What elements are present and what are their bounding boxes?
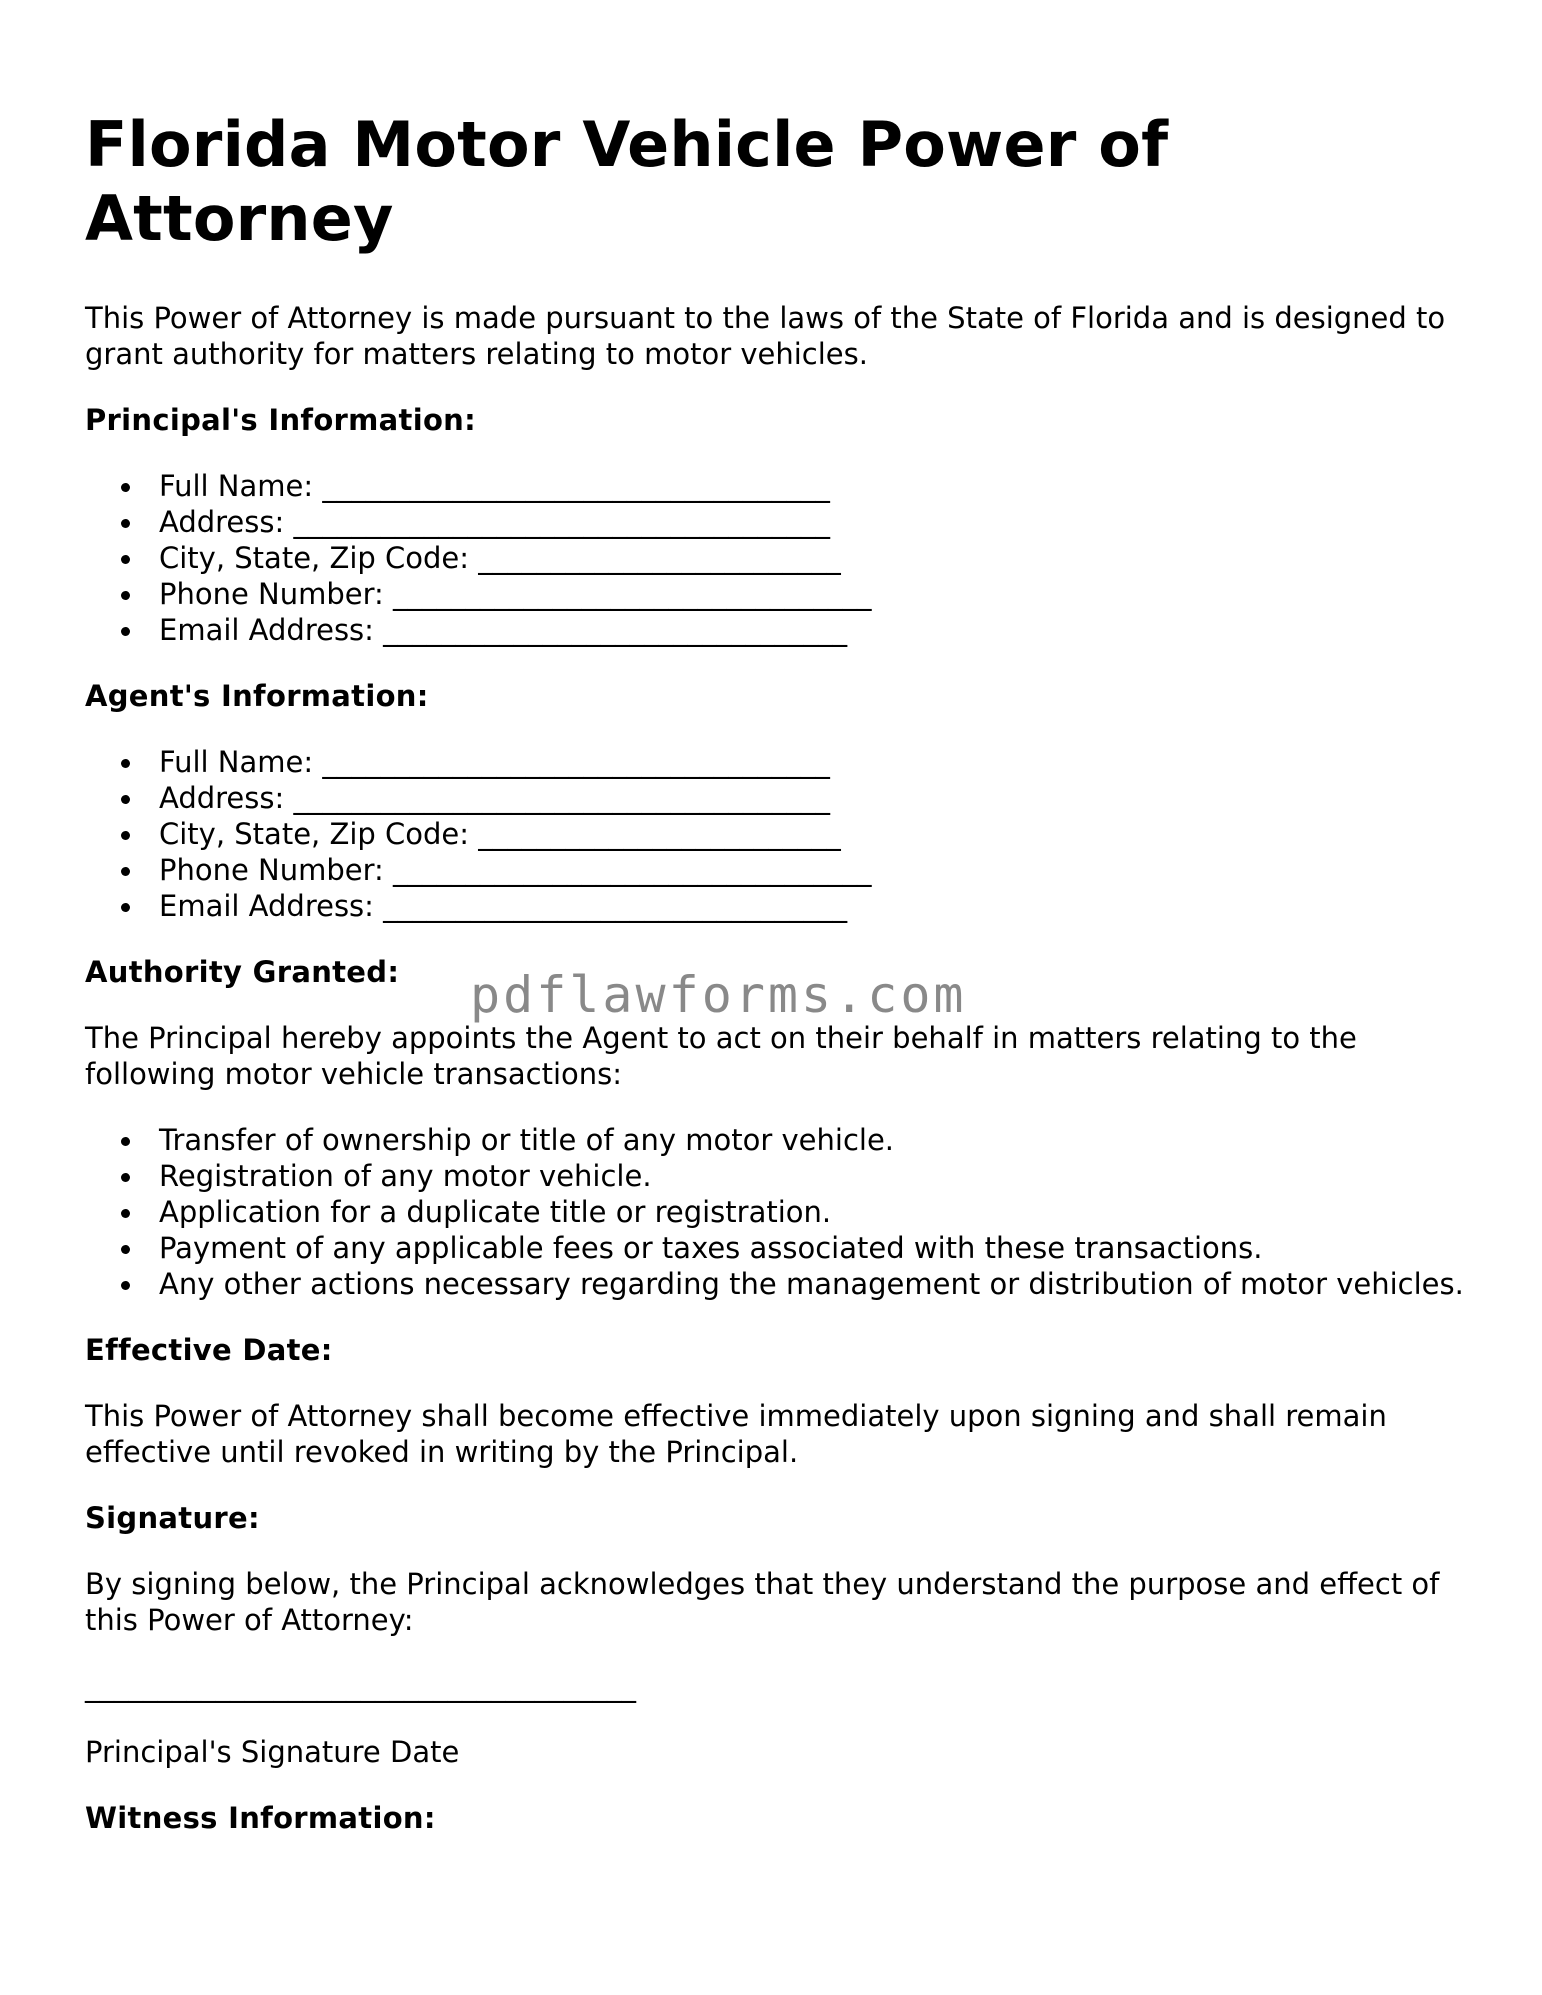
agent-phone-field: Phone Number: _________________________________ [159, 852, 1465, 888]
agent-full-name-field: Full Name: ___________________________________ [159, 744, 1465, 780]
agent-fields-list [85, 744, 1465, 924]
authority-heading: Authority Granted: [85, 955, 400, 989]
principal-phone-field: Phone Number: _________________________________ [159, 576, 1465, 612]
agent-city-state-zip-field: City, State, Zip Code: _________________________ [159, 816, 1465, 852]
authority-item: Application for a duplicate title or registration. [159, 1194, 1465, 1230]
principal-city-state-zip-field: City, State, Zip Code: _________________________ [159, 540, 1465, 576]
effective-date-heading: Effective Date: [85, 1333, 333, 1367]
effective-date-paragraph: This Power of Attorney shall become effective immediately upon signing and shall remain effective until revoked in writing by the Principal. [85, 1399, 1387, 1469]
signature-paragraph: By signing below, the Principal acknowledges that they understand the purpose and effect of this Power of Attorney: [85, 1567, 1440, 1637]
principal-fields-list [85, 468, 1465, 648]
principal-full-name-field: Full Name: ___________________________________ [159, 468, 1465, 504]
agent-heading: Agent's Information: [85, 679, 429, 713]
principal-heading: Principal's Information: [85, 403, 477, 437]
authority-item: Registration of any motor vehicle. [159, 1158, 1465, 1194]
authority-paragraph: The Principal hereby appoints the Agent to act on their behalf in matters relating to the following motor vehicle transactions: [85, 1021, 1357, 1091]
agent-email-field: Email Address: ________________________________ [159, 888, 1465, 924]
principal-email-field: Email Address: ________________________________ [159, 612, 1465, 648]
authority-item: Any other actions necessary regarding the management or distribution of motor vehicles. [159, 1267, 1464, 1301]
watermark: pdflawforms.com [470, 966, 967, 1024]
signature-heading: Signature: [85, 1501, 260, 1535]
intro-paragraph: This Power of Attorney is made pursuant to the laws of the State of Florida and is designed to grant authority for matters relating to motor vehicles. [85, 301, 1446, 371]
principal-address-field: Address: _____________________________________ [159, 504, 1465, 540]
authority-items-list [85, 1122, 1465, 1302]
authority-item: Payment of any applicable fees or taxes associated with these transactions. [159, 1230, 1465, 1266]
witness-heading: Witness Information: [85, 1801, 436, 1835]
document-title: Florida Motor Vehicle Power of Attorney [85, 108, 1169, 255]
authority-item: Transfer of ownership or title of any motor vehicle. [159, 1122, 1465, 1158]
signature-line: ______________________________________ [85, 1669, 636, 1703]
agent-address-field: Address: _____________________________________ [159, 780, 1465, 816]
signature-label: Principal's Signature Date [85, 1735, 460, 1769]
